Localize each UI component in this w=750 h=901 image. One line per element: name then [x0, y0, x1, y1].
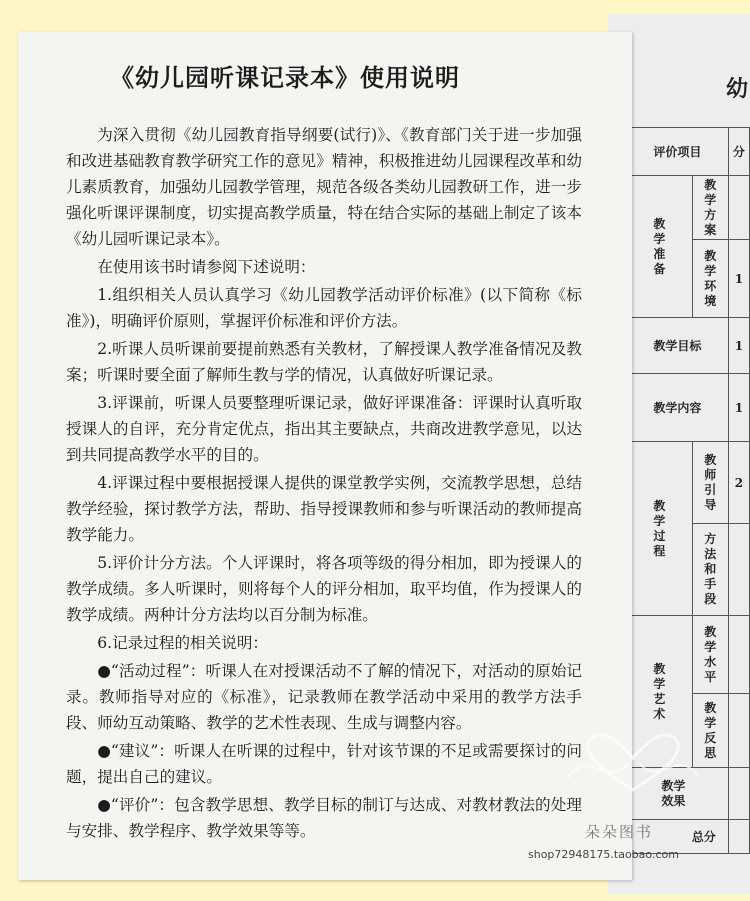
- group-prep: 教学准备: [627, 176, 693, 318]
- item-methods: 方法和手段: [692, 524, 728, 616]
- item-environment: 教学环境: [692, 240, 728, 318]
- item-plan: 教学方案: [692, 176, 728, 240]
- right-page-heading-fragment: 幼: [726, 76, 748, 102]
- paragraph-item-1: 1.组织相关人员认真学习《幼儿园教学活动评价标准》(以下简称《标准》)，明确评价原则，掌握评价标准和评价方法。: [66, 286, 582, 330]
- paragraph-item-2: 2.听课人员听课前要提前熟悉有关教材，了解授课人教学准备情况及教案；听课时要全面了解师生教与学的情况，认真做好听课记录。: [66, 340, 582, 384]
- score-cell: [728, 176, 749, 240]
- table-row: [627, 616, 750, 694]
- total-label: 总分: [627, 820, 729, 854]
- paragraph-item-4: 4.评课过程中要根据授课人提供的课堂教学实例，交流教学思想，总结教学经验，探讨教学方法，帮助、指导授课教师和参与听课活动的教师提高教学能力。: [66, 474, 582, 544]
- table-header-row: [627, 128, 750, 176]
- item-teacher-guidance: 教师引导: [692, 442, 728, 524]
- table-row: [627, 176, 750, 240]
- score-cell: [728, 524, 749, 616]
- score-cell: 2: [728, 442, 749, 524]
- bullet-evaluation: ●“评价”：包含教学思想、教学目标的制订与达成、对教材教法的处理与安排、教学程序、教学效果等等。: [66, 796, 582, 840]
- score-cell: [728, 694, 749, 768]
- header-score: 分: [728, 128, 749, 176]
- header-eval-item: 评价项目: [627, 128, 729, 176]
- bullet-activity-process: ●“活动过程”：听课人在对授课活动不了解的情况下，对活动的原始记录。教师指导对应的《标准》，记录教师在教学活动中采用的教学方法手段、师幼互动策略、教学的艺术性表现、生成与调整内容。: [66, 662, 582, 732]
- table-row: [627, 374, 750, 442]
- score-cell: 1: [728, 318, 749, 374]
- group-goal: 教学目标: [627, 318, 729, 374]
- item-reflection: 教学反思: [692, 694, 728, 768]
- score-cell: [728, 820, 749, 854]
- paragraph-item-3: 3.评课前，听课人员要整理听课记录，做好评课准备：评课时认真听取授课人的自评，充分肯定优点，指出其主要缺点，共商改进教学意见，以达到共同提高教学水平的目的。: [66, 394, 582, 464]
- page-title: 《幼儿园听课记录本》使用说明: [110, 63, 460, 92]
- score-cell: 1: [728, 374, 749, 442]
- table-row: [627, 442, 750, 524]
- group-art: 教学艺术: [627, 616, 693, 768]
- score-cell: 1: [728, 240, 749, 318]
- group-content: 教学内容: [627, 374, 729, 442]
- paragraph-item-6: 6.记录过程的相关说明：: [97, 634, 269, 652]
- item-level: 教学水平: [692, 616, 728, 694]
- table-row: [627, 318, 750, 374]
- paragraph-item-5: 5.评价计分方法。个人评课时，将各项等级的得分相加，即为授课人的教学成绩。多人听课时，则将每个人的评分相加，取平均值，作为授课人的教学成绩。两种计分方法均以百分制为标准。: [66, 554, 582, 624]
- watermark-url: shop72948175.taobao.com: [528, 848, 679, 861]
- bullet-suggestion: ●“建议”：听课人在听课的过程中，针对该节课的不足或需要探讨的问题，提出自己的建议。: [66, 742, 582, 786]
- paragraph-intro: 为深入贯彻《幼儿园教育指导纲要(试行)》、《教育部门关于进一步加强和改进基础教育教学研究工作的意见》精神，积极推进幼儿园课程改革和幼儿素质教育，加强幼儿园教学管理，规范各级各类幼儿园教研工作，进一步强化听课评课制度，切实提高教学质量，特在结合实际的基础上制定了该本《幼儿园听课记录本》。: [66, 126, 582, 248]
- paragraph-reference: 在使用该书时请参阅下述说明：: [97, 258, 316, 276]
- score-cell: [728, 616, 749, 694]
- instructions-body: [66, 122, 582, 846]
- group-process: 教学过程: [627, 442, 693, 616]
- score-cell: [728, 768, 749, 820]
- watermark-text: 朵朵图书: [585, 823, 654, 841]
- watermark-heart-logo: [548, 728, 718, 798]
- group-effect: 教学效果: [627, 768, 729, 820]
